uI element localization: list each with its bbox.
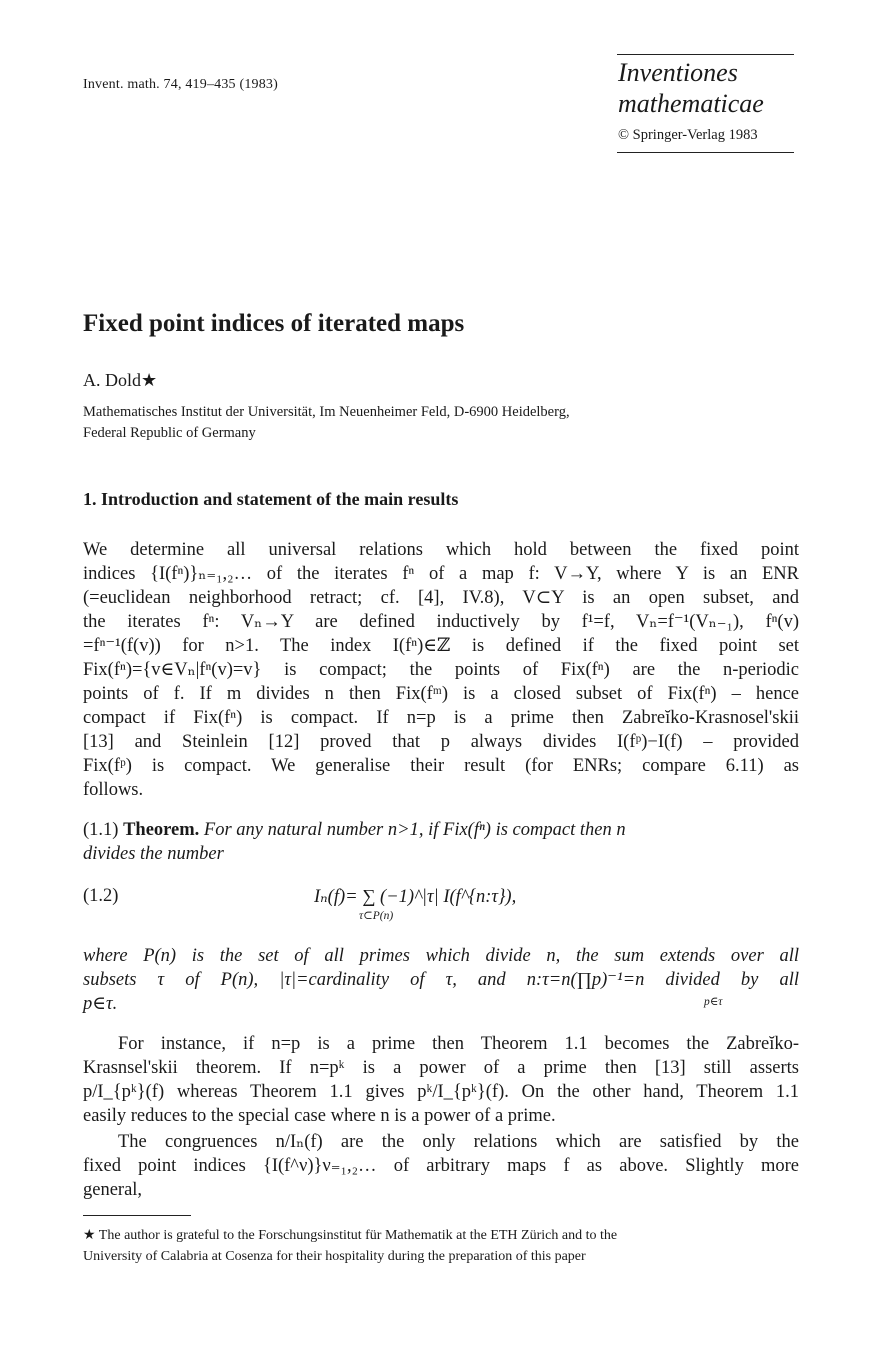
affiliation-line: Federal Republic of Germany bbox=[83, 425, 256, 441]
theorem-text-line: subsets τ of P(n), |τ|=cardinality of τ, and n:τ=n(∏p)⁻¹=n divided by all bbox=[83, 970, 799, 990]
body-text-line: (=euclidean neighborhood retract; cf. [4], IV.8), V⊂Y is an open subset, and bbox=[83, 588, 799, 608]
theorem-text-line: where P(n) is the set of all primes which divide n, the sum extends over all bbox=[83, 946, 799, 966]
affiliation-line: Mathematisches Institut der Universität, Im Neuenheimer Feld, D-6900 Heidelberg, bbox=[83, 404, 570, 420]
theorem-text-line: p∈τ. bbox=[83, 994, 118, 1014]
equation-label: (1.2) bbox=[83, 886, 119, 906]
theorem-number: (1.1) bbox=[83, 820, 119, 840]
journal-name-line1: Inventiones bbox=[618, 58, 738, 87]
footnote-line: ★ The author is grateful to the Forschungsinstitut für Mathematik at the ETH Zürich and to the bbox=[83, 1228, 618, 1243]
body-text-line: p/I_{pᵏ}(f) whereas Theorem 1.1 gives pᵏ/I_{pᵏ}(f). On the other hand, Theorem 1.1 bbox=[83, 1082, 799, 1102]
product-range: p∈τ bbox=[704, 996, 723, 1008]
journal-bottom-rule bbox=[617, 152, 794, 153]
paper-title: Fixed point indices of iterated maps bbox=[83, 310, 465, 337]
body-text-line: Fix(fⁿ)={v∈Vₙ|fⁿ(v)=v} is compact; the points of Fix(fⁿ) are the n-periodic bbox=[83, 660, 799, 680]
body-text-line: Fix(fᵖ) is compact. We generalise their result (for ENRs; compare 6.11) as bbox=[83, 756, 799, 776]
theorem-heading: Theorem. bbox=[123, 820, 200, 840]
body-text-line: compact if Fix(fⁿ) is compact. If n=p is a prime then Zabreĭko-Krasnosel'skii bbox=[83, 708, 799, 728]
journal-top-rule bbox=[617, 54, 794, 55]
body-text-line: The congruences n/Iₙ(f) are the only relations which are satisfied by the bbox=[118, 1132, 799, 1152]
theorem-statement bbox=[83, 818, 799, 842]
theorem-text: For any natural number n>1, if Fix(fⁿ) is compact then n bbox=[203, 820, 626, 840]
footnote-line: University of Calabria at Cosenza for their hospitality during the preparation of this paper bbox=[83, 1249, 586, 1264]
body-text-line: [13] and Steinlein [12] proved that p always divides I(fᵖ)−I(f) – provided bbox=[83, 732, 799, 752]
body-text-line: the iterates fⁿ: Vₙ→Y are defined inductively by f¹=f, Vₙ=f⁻¹(Vₙ₋₁), fⁿ(v) bbox=[83, 612, 799, 632]
equation-formula: Iₙ(f)= ∑ (−1)^|τ| I(f^{n:τ}), bbox=[314, 887, 517, 907]
body-text-line: indices {I(fⁿ)}ₙ₌₁,₂… of the iterates fⁿ of a map f: V→Y, where Y is an ENR bbox=[83, 564, 799, 584]
footnote-rule bbox=[83, 1215, 191, 1216]
body-text-line: follows. bbox=[83, 780, 144, 800]
body-text-line: =fⁿ⁻¹(f(v)) for n>1. The index I(fⁿ)∈ℤ is defined if the fixed point set bbox=[83, 636, 799, 656]
body-text-line: Krasnsel'skii theorem. If n=pᵏ is a power of a prime then [13] still asserts bbox=[83, 1058, 799, 1078]
body-text-line: We determine all universal relations which hold between the fixed point bbox=[83, 540, 799, 560]
equation-sum-range: τ⊂P(n) bbox=[359, 910, 394, 922]
journal-citation: Invent. math. 74, 419–435 (1983) bbox=[83, 77, 278, 92]
author-name: A. Dold★ bbox=[83, 370, 158, 390]
body-text-line: For instance, if n=p is a prime then Theorem 1.1 becomes the Zabreĭko- bbox=[118, 1034, 799, 1054]
theorem-text-line: divides the number bbox=[83, 844, 224, 864]
body-text-line: easily reduces to the special case where n is a power of a prime. bbox=[83, 1106, 556, 1126]
body-text-line: fixed point indices {I(f^ν)}ν₌₁,₂… of arbitrary maps f as above. Slightly more bbox=[83, 1156, 799, 1176]
copyright-notice: © Springer-Verlag 1983 bbox=[618, 127, 758, 143]
journal-name-line2: mathematicae bbox=[618, 89, 764, 118]
section-heading: 1. Introduction and statement of the main results bbox=[83, 489, 459, 509]
body-text-line: points of f. If m divides n then Fix(fᵐ) is a closed subset of Fix(fⁿ) – hence bbox=[83, 684, 799, 704]
body-text-line: general, bbox=[83, 1180, 143, 1200]
